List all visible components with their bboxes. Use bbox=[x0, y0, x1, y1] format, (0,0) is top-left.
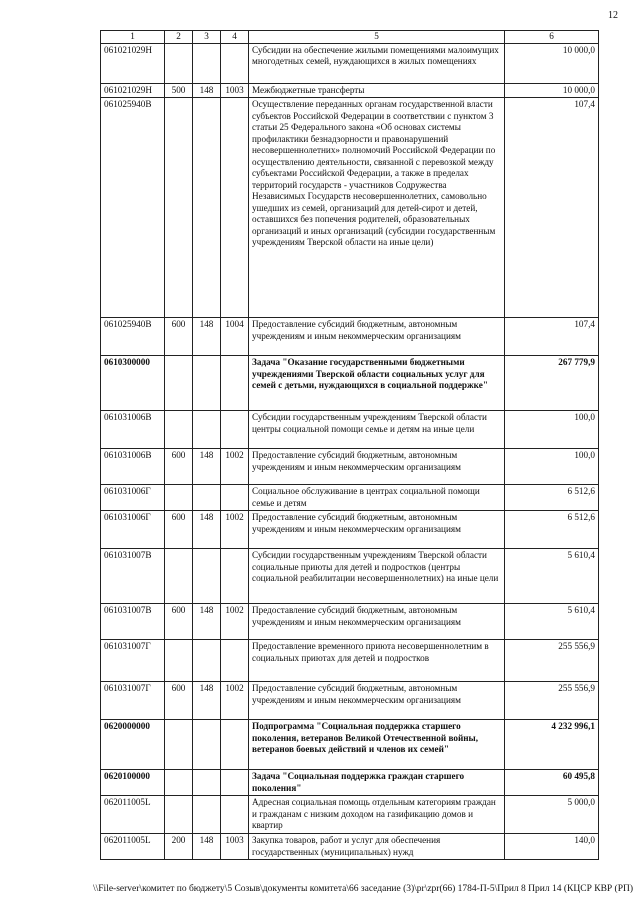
table-row bbox=[101, 604, 599, 640]
cell-code: 0610300000 bbox=[101, 356, 165, 411]
cell-c4 bbox=[221, 720, 249, 770]
cell-name: Субсидии государственным учреждениям Тверской области социальные приюты для детей и подростков (центры социальной реабилитации несовершеннолетних) на иные цели bbox=[249, 549, 505, 604]
cell-c2 bbox=[165, 98, 193, 318]
cell-code: 061031007Г bbox=[101, 640, 165, 682]
cell-name: Закупка товаров, работ и услуг для обеспечения государственных (муниципальных) нужд bbox=[249, 834, 505, 860]
cell-name: Предоставление субсидий бюджетным, автономным учреждениям и иным некоммерческим организациям bbox=[249, 511, 505, 549]
cell-amount: 60 495,8 bbox=[505, 770, 599, 796]
table-row bbox=[101, 411, 599, 449]
cell-code: 0620000000 bbox=[101, 720, 165, 770]
cell-name: Предоставление субсидий бюджетным, автономным учреждениям и иным некоммерческим организациям bbox=[249, 318, 505, 356]
table-row bbox=[101, 511, 599, 549]
col-header-3: 3 bbox=[193, 31, 221, 44]
cell-code: 061031007В bbox=[101, 604, 165, 640]
cell-c3 bbox=[193, 98, 221, 318]
cell-name: Задача "Социальная поддержка граждан старшего поколения" bbox=[249, 770, 505, 796]
cell-c3: 148 bbox=[193, 511, 221, 549]
cell-c3 bbox=[193, 485, 221, 511]
col-header-5: 5 bbox=[249, 31, 505, 44]
cell-c3: 148 bbox=[193, 449, 221, 485]
cell-amount: 140,0 bbox=[505, 834, 599, 860]
cell-c2 bbox=[165, 356, 193, 411]
cell-name: Задача "Оказание государственными бюджетными учреждениями Тверской области социальных услуг для семей с детьми, нуждающихся в социальной поддержке" bbox=[249, 356, 505, 411]
cell-name: Субсидии государственным учреждениям Тверской области центры социальной помощи семье и детям на иные цели bbox=[249, 411, 505, 449]
cell-code: 061031006В bbox=[101, 449, 165, 485]
cell-amount: 107,4 bbox=[505, 318, 599, 356]
cell-amount: 5 610,4 bbox=[505, 604, 599, 640]
cell-name: Предоставление субсидий бюджетным, автономным учреждениям и иным некоммерческим организациям bbox=[249, 682, 505, 720]
cell-code: 062011005L bbox=[101, 834, 165, 860]
table-row bbox=[101, 682, 599, 720]
cell-amount: 100,0 bbox=[505, 411, 599, 449]
cell-amount: 5 610,4 bbox=[505, 549, 599, 604]
cell-code: 0620100000 bbox=[101, 770, 165, 796]
cell-amount: 6 512,6 bbox=[505, 485, 599, 511]
cell-name: Субсидии на обеспечение жилыми помещениями малоимущих многодетных семей, нуждающихся в жилых помещениях bbox=[249, 43, 505, 83]
table-row bbox=[101, 83, 599, 98]
cell-amount: 267 779,9 bbox=[505, 356, 599, 411]
table-row bbox=[101, 356, 599, 411]
cell-code: 061025940В bbox=[101, 98, 165, 318]
cell-name: Социальное обслуживание в центрах социальной помощи семье и детям bbox=[249, 485, 505, 511]
col-header-4: 4 bbox=[221, 31, 249, 44]
footer-file-path: \\File-server\комитет по бюджету\5 Созыв\документы комитета\66 заседание (3)\pr\zpr(66) 1784-П-5\Прил 8 Прил 14 (КЦСР КВР (РП) bbox=[93, 884, 634, 894]
cell-code: 062011005L bbox=[101, 796, 165, 834]
cell-c4 bbox=[221, 640, 249, 682]
cell-c3 bbox=[193, 356, 221, 411]
table-row bbox=[101, 318, 599, 356]
table-row bbox=[101, 834, 599, 860]
cell-amount: 100,0 bbox=[505, 449, 599, 485]
cell-c3: 148 bbox=[193, 83, 221, 98]
cell-c3 bbox=[193, 640, 221, 682]
cell-c3 bbox=[193, 796, 221, 834]
cell-c4 bbox=[221, 356, 249, 411]
cell-amount: 255 556,9 bbox=[505, 682, 599, 720]
cell-c4: 1002 bbox=[221, 604, 249, 640]
cell-c2: 600 bbox=[165, 682, 193, 720]
cell-amount: 4 232 996,1 bbox=[505, 720, 599, 770]
cell-name: Предоставление субсидий бюджетным, автономным учреждениям и иным некоммерческим организациям bbox=[249, 604, 505, 640]
cell-amount: 255 556,9 bbox=[505, 640, 599, 682]
cell-name: Осуществление переданных органам государственной власти субъектов Российской Федерации в соответствии с пунктом 3 статьи 25 Федерального закона «Об основах системы профилактики безнадзорности и правонарушений несовершеннолетних» полномочий Российской Федерации по осуществлению деятельности, связанной с перевозкой между субъектами Российской Федерации, а также в пределах территорий государств - участников Содружества Независимых Государств несовершеннолетних, самовольно ушедших из семей, организаций для детей-сирот и детей, оставшихся без попечения родителей, образовательных организаций и иных организаций (субсидии государственным учреждениям Тверской области на иные цели) bbox=[249, 98, 505, 318]
cell-c4: 1004 bbox=[221, 318, 249, 356]
cell-name: Предоставление временного приюта несовершеннолетним в социальных приютах для детей и подростков bbox=[249, 640, 505, 682]
budget-table bbox=[100, 30, 599, 860]
cell-c3 bbox=[193, 770, 221, 796]
cell-code: 061025940В bbox=[101, 318, 165, 356]
cell-c2 bbox=[165, 411, 193, 449]
cell-c3: 148 bbox=[193, 682, 221, 720]
cell-c3 bbox=[193, 411, 221, 449]
cell-c2 bbox=[165, 485, 193, 511]
cell-c4 bbox=[221, 549, 249, 604]
cell-amount: 10 000,0 bbox=[505, 83, 599, 98]
cell-c4: 1002 bbox=[221, 449, 249, 485]
cell-amount: 10 000,0 bbox=[505, 43, 599, 83]
cell-c2: 600 bbox=[165, 604, 193, 640]
cell-c2: 200 bbox=[165, 834, 193, 860]
col-header-1: 1 bbox=[101, 31, 165, 44]
page-number: 12 bbox=[608, 10, 618, 21]
cell-c2 bbox=[165, 720, 193, 770]
table-row bbox=[101, 43, 599, 83]
cell-c4 bbox=[221, 98, 249, 318]
table-row bbox=[101, 485, 599, 511]
table-row bbox=[101, 796, 599, 834]
table-row bbox=[101, 98, 599, 318]
cell-code: 061031006В bbox=[101, 411, 165, 449]
table-row bbox=[101, 549, 599, 604]
table-row bbox=[101, 449, 599, 485]
cell-c4: 1003 bbox=[221, 834, 249, 860]
table-row bbox=[101, 720, 599, 770]
cell-name: Адресная социальная помощь отдельным категориям граждан и гражданам с низким доходом на газификацию домов и квартир bbox=[249, 796, 505, 834]
cell-c2: 600 bbox=[165, 318, 193, 356]
cell-c2 bbox=[165, 796, 193, 834]
cell-amount: 6 512,6 bbox=[505, 511, 599, 549]
cell-c2: 600 bbox=[165, 449, 193, 485]
cell-c4 bbox=[221, 796, 249, 834]
cell-code: 061021029Н bbox=[101, 43, 165, 83]
cell-c4 bbox=[221, 485, 249, 511]
cell-c3 bbox=[193, 43, 221, 83]
table-row bbox=[101, 770, 599, 796]
cell-c3: 148 bbox=[193, 604, 221, 640]
cell-c2: 500 bbox=[165, 83, 193, 98]
cell-c4: 1003 bbox=[221, 83, 249, 98]
cell-amount: 107,4 bbox=[505, 98, 599, 318]
cell-c3 bbox=[193, 549, 221, 604]
cell-code: 061031006Г bbox=[101, 485, 165, 511]
cell-code: 061031007Г bbox=[101, 682, 165, 720]
cell-code: 061021029Н bbox=[101, 83, 165, 98]
cell-name: Межбюджетные трансферты bbox=[249, 83, 505, 98]
cell-c4 bbox=[221, 411, 249, 449]
cell-c3: 148 bbox=[193, 318, 221, 356]
cell-c4: 1002 bbox=[221, 682, 249, 720]
col-header-2: 2 bbox=[165, 31, 193, 44]
cell-c4: 1002 bbox=[221, 511, 249, 549]
cell-c4 bbox=[221, 43, 249, 83]
header-row bbox=[101, 31, 599, 44]
cell-code: 061031007В bbox=[101, 549, 165, 604]
cell-c2 bbox=[165, 43, 193, 83]
cell-name: Подпрограмма "Социальная поддержка старшего поколения, ветеранов Великой Отечественной войны, ветеранов боевых действий и членов их семей" bbox=[249, 720, 505, 770]
cell-code: 061031006Г bbox=[101, 511, 165, 549]
cell-c4 bbox=[221, 770, 249, 796]
table-row bbox=[101, 640, 599, 682]
cell-c2 bbox=[165, 770, 193, 796]
cell-name: Предоставление субсидий бюджетным, автономным учреждениям и иным некоммерческим организациям bbox=[249, 449, 505, 485]
cell-c2 bbox=[165, 640, 193, 682]
col-header-6: 6 bbox=[505, 31, 599, 44]
cell-c2: 600 bbox=[165, 511, 193, 549]
cell-c3: 148 bbox=[193, 834, 221, 860]
cell-c3 bbox=[193, 720, 221, 770]
cell-c2 bbox=[165, 549, 193, 604]
cell-amount: 5 000,0 bbox=[505, 796, 599, 834]
